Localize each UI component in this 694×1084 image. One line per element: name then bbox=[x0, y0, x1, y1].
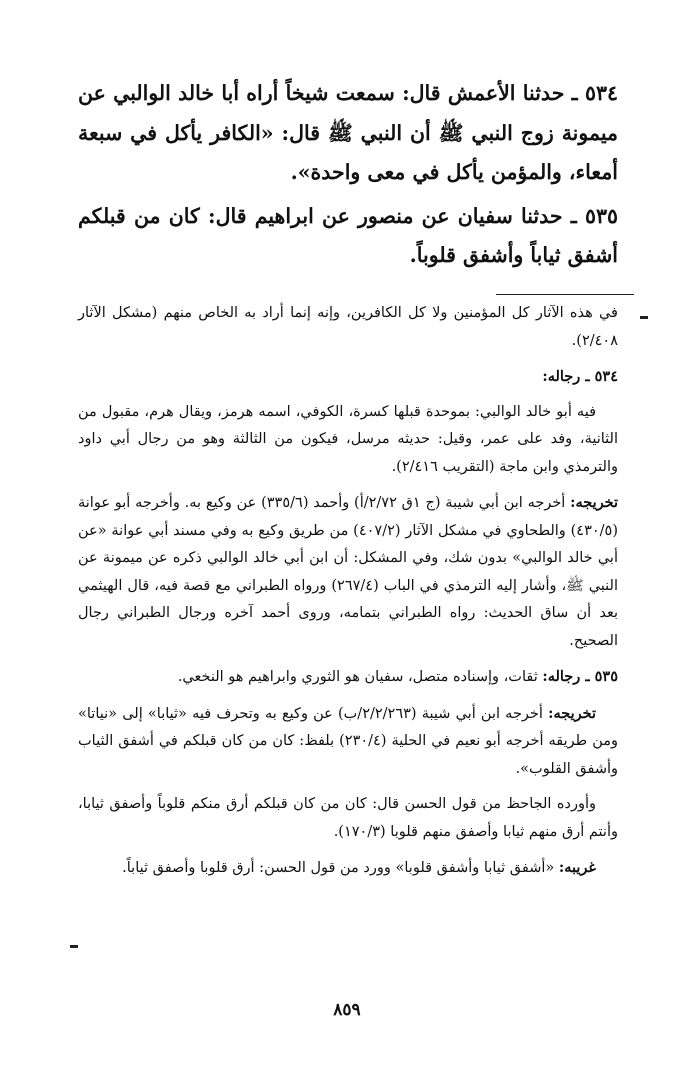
note-535-takhrij bbox=[78, 700, 618, 784]
hadith-534: ٥٣٤ ـ حدثنا الأعمش قال: سمعت شيخاً أراه أبا خالد الوالبي عن ميمونة زوج النبي ﷺ أن النبي ﷺ قال: «الكافر يأكل في سبعة أمعاء، والمؤمن يأكل في معى واحدة». bbox=[78, 81, 618, 184]
rijal-heading: ٥٣٥ ـ رجاله: bbox=[542, 668, 618, 685]
footnote-end-mark bbox=[70, 945, 78, 948]
note-534-heading: ٥٣٤ ـ رجاله: bbox=[542, 368, 618, 385]
note-535-gharib bbox=[78, 854, 618, 883]
takhrij-label: تخريجه: bbox=[548, 704, 597, 722]
note-535-jahiz: وأورده الجاحظ من قول الحسن قال: كان من كان قبلكم أرق منكم قلوباً وأصفق ثيابا، وأنتم أرق منهم ثيابا وأصفق منهم قلوبا (١٧٠/٣). bbox=[78, 796, 618, 840]
footnote-divider bbox=[496, 294, 634, 295]
hadith-535: ٥٣٥ ـ حدثنا سفيان عن منصور عن ابراهيم قال: كان من قبلكم أشفق ثياباً وأشفق قلوباً. bbox=[78, 203, 618, 267]
gharib-label: غريبه: bbox=[558, 859, 596, 876]
footnote-carryover: في هذه الآثار كل المؤمنين ولا كل الكافرين، وإنه إنما أراد به الخاص منهم (مشكل الآثار ٢/٤٠٨). bbox=[78, 305, 618, 349]
footnotes bbox=[78, 300, 618, 883]
takhrij-text: أخرجه ابن أبي شيبة (ج ١ق ٢/٧٢/أ) وأحمد (٣٣٥/٦) عن وكيع به. وأخرجه أبو عوانة (٤٣٠/٥) والطحاوي في مشكل الآثار (٤٠٧/٢) من طريق وكيع به وفي مسند أبي عوانة «عن أبي خالد الوالبي» بدون شك، وفي المشكل: أن ابن أبي خالد الوالبي ذكره عن ميمونة عن النبي ﷺ، وأشار إليه الترمذي في الباب (٢٦٧/٤) ورواه الطبراني مع قصة فيه، قال الهيثمي بعد أن ساق الحديث: رواه الطبراني بتمامه، وروى أحمد آخره ورجال الطبراني رجال الصحيح. bbox=[78, 495, 618, 649]
takhrij-text: أخرجه ابن أبي شيبة (٢/٢/٢٦٣/ب) عن وكيع به وتحرف فيه «ثيابا» إلى «نياتا» ومن طريقه أخرجه أبو نعيم في الحلية (٢٣٠/٤) بلفظ: كان من كان قبلكم في أشفق الثياب وأشفق القلوب». bbox=[78, 705, 619, 777]
note-534-takhrij bbox=[78, 489, 618, 655]
page-number: ٨٥٩ bbox=[333, 1000, 361, 1020]
rijal-text: ثقات، وإسناده متصل، سفيان هو الثوري وابراهيم هو النخعي. bbox=[177, 669, 543, 685]
main-text bbox=[78, 74, 618, 276]
note-535-rijal bbox=[78, 663, 618, 692]
footnote-continuation-mark bbox=[640, 316, 648, 319]
gharib-text: «أشفق ثيابا وأشفق قلوبا» وورد من قول الحسن: أرق قلوبا وأصفق ثياباً. bbox=[122, 860, 559, 876]
note-534-rijal: فيه أبو خالد الوالبي: بموحدة قبلها كسرة، الكوفي، اسمه هرمز، ويقال هرم، مقبول من الثانية، وفد على عمر، وقيل: حديثه مرسل، فيكون من الثالثة وهو من رجال أبي داود والترمذي وابن ماجة (التقريب ٢/٤١٦). bbox=[78, 403, 618, 475]
takhrij-label: تخريجه: bbox=[570, 494, 619, 511]
